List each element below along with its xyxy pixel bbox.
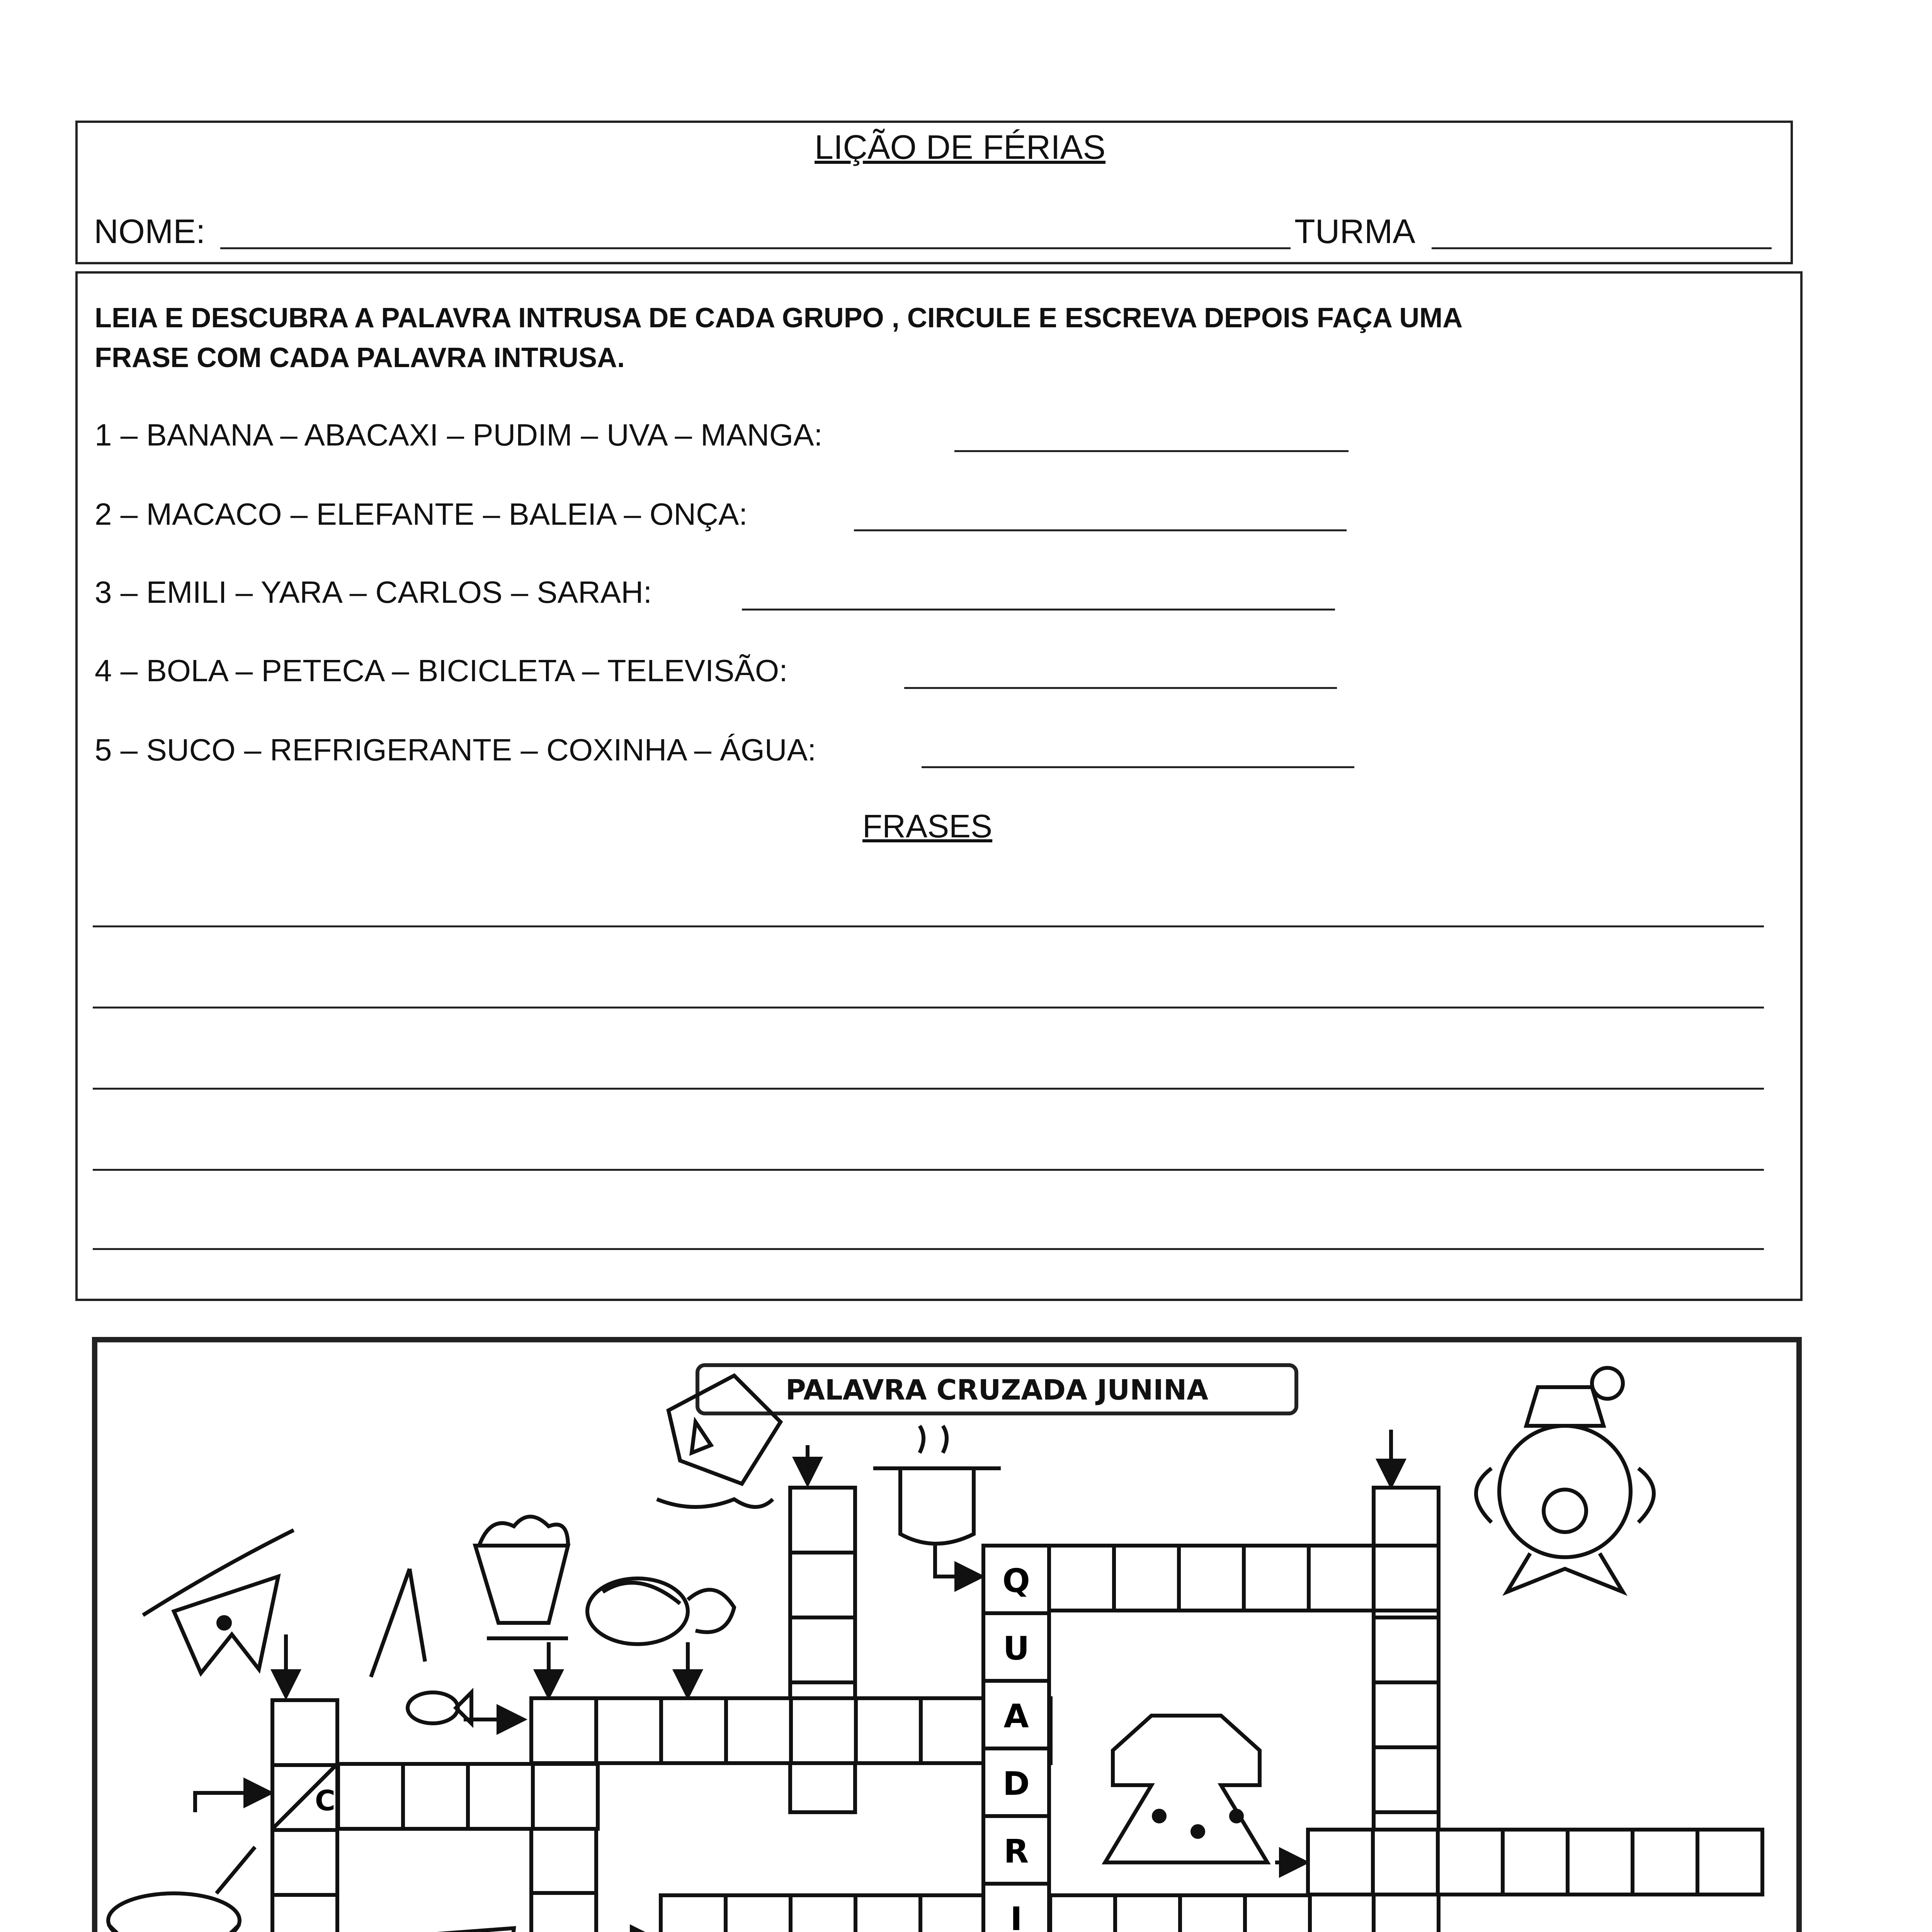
frases-title: FRASES xyxy=(862,808,993,844)
exercise-item-2: 2 – MACACO – ELEFANTE – BALEIA – ONÇA: xyxy=(95,497,748,531)
crossword-cell[interactable] xyxy=(1309,1546,1374,1611)
crossword-cell[interactable] xyxy=(531,1893,596,1932)
crossword-cell[interactable] xyxy=(531,1698,596,1763)
instruction-line-2: FRASE COM CADA PALAVRA INTRUSA. xyxy=(95,342,625,373)
crossword-cell[interactable] xyxy=(1308,1830,1373,1895)
crossword-cell[interactable] xyxy=(338,1764,403,1829)
crossword-cell[interactable] xyxy=(1374,1617,1439,1682)
exercise-item-1: 1 – BANANA – ABACAXI – PUDIM – UVA – MANGA: xyxy=(95,418,823,452)
crossword-cell[interactable] xyxy=(661,1698,726,1763)
crossword-cell[interactable] xyxy=(1373,1830,1438,1895)
crossword-cell[interactable] xyxy=(533,1764,598,1829)
crossword-cell[interactable] xyxy=(1374,1546,1439,1611)
crossword-cell[interactable] xyxy=(1050,1895,1115,1932)
crossword-cell[interactable] xyxy=(1115,1895,1180,1932)
clown-icon xyxy=(1476,1368,1654,1592)
crossword-cell[interactable] xyxy=(1633,1830,1697,1895)
clue-arrow xyxy=(195,1793,267,1812)
crossword-cell[interactable] xyxy=(921,1698,986,1763)
crossword-cell[interactable] xyxy=(531,1828,596,1893)
popcorn-icon xyxy=(475,1517,568,1638)
given-letter: Q xyxy=(1002,1562,1030,1600)
crossword-title: PALAVRA CRUZADA JUNINA xyxy=(696,1363,1298,1415)
crossword-cell[interactable] xyxy=(661,1895,726,1932)
crossword-cell[interactable] xyxy=(855,1895,920,1932)
crossword-cell[interactable] xyxy=(726,1698,791,1763)
crossword-cell[interactable] xyxy=(272,1895,337,1932)
crossword-cell[interactable] xyxy=(272,1700,337,1765)
fishing-rod-icon xyxy=(371,1569,471,1723)
clue-arrow xyxy=(935,1546,978,1577)
exercise-item-3: 3 – EMILI – YARA – CARLOS – SARAH: xyxy=(95,575,652,609)
crossword-cell[interactable] xyxy=(790,1553,855,1617)
kissing-booth-icon xyxy=(359,1928,514,1932)
name-label: NOME: xyxy=(94,212,206,250)
crossword-cell[interactable] xyxy=(468,1764,533,1829)
crossword-cell[interactable] xyxy=(790,1488,855,1553)
exercise-item-4: 4 – BOLA – PETECA – BICICLETA – TELEVISÃO: xyxy=(95,653,788,688)
crossword-cell[interactable] xyxy=(856,1698,921,1763)
crossword-cell[interactable] xyxy=(1180,1895,1245,1932)
cornbread-icon xyxy=(587,1578,734,1644)
crossword-cell[interactable] xyxy=(1049,1546,1114,1611)
crossword-cell[interactable] xyxy=(1244,1546,1309,1611)
bandeirinha-icon xyxy=(143,1530,294,1673)
crossword-cell[interactable] xyxy=(272,1830,337,1895)
class-label: TURMA xyxy=(1294,212,1415,250)
crossword-cell[interactable] xyxy=(726,1895,791,1932)
crossword-cell[interactable] xyxy=(1374,1682,1439,1747)
crossword-cell[interactable] xyxy=(790,1617,855,1682)
given-letter: A xyxy=(1003,1697,1029,1735)
crossword-cell[interactable] xyxy=(920,1895,985,1932)
crossword-cell[interactable] xyxy=(791,1895,855,1932)
crossword-cell[interactable] xyxy=(1374,1488,1439,1553)
bowl-icon xyxy=(104,1847,255,1932)
given-letter: R xyxy=(1003,1832,1029,1870)
instruction-line-1: LEIA E DESCUBRA A PALAVRA INTRUSA DE CADA GRUPO , CIRCULE E ESCREVA DEPOIS FAÇA UMA xyxy=(95,303,1463,333)
crossword-cell[interactable] xyxy=(1438,1830,1503,1895)
crossword-cell[interactable] xyxy=(1114,1546,1179,1611)
crossword-cell[interactable] xyxy=(1374,1747,1439,1812)
crossword-cell[interactable] xyxy=(1503,1830,1568,1895)
crossword-cell[interactable] xyxy=(1697,1830,1762,1895)
given-letter: D xyxy=(1003,1765,1030,1803)
page-title: LIÇÃO DE FÉRIAS xyxy=(815,128,1106,166)
exercise-item-5: 5 – SUCO – REFRIGERANTE – COXINHA – ÁGUA: xyxy=(95,733,816,767)
dress-icon xyxy=(1105,1716,1267,1862)
balloon-icon xyxy=(657,1376,781,1507)
crossword-cell[interactable] xyxy=(1568,1830,1633,1895)
crossword-cell[interactable] xyxy=(403,1764,468,1829)
crossword-cell[interactable] xyxy=(791,1698,856,1763)
crossword-cell[interactable] xyxy=(1179,1546,1244,1611)
pot-icon xyxy=(873,1426,1001,1544)
given-letter: U xyxy=(1003,1629,1030,1667)
start-letter: C xyxy=(315,1784,335,1817)
crossword-cell[interactable] xyxy=(596,1698,661,1763)
given-letter: I xyxy=(1010,1900,1022,1932)
crossword-cell[interactable] xyxy=(1245,1895,1310,1932)
